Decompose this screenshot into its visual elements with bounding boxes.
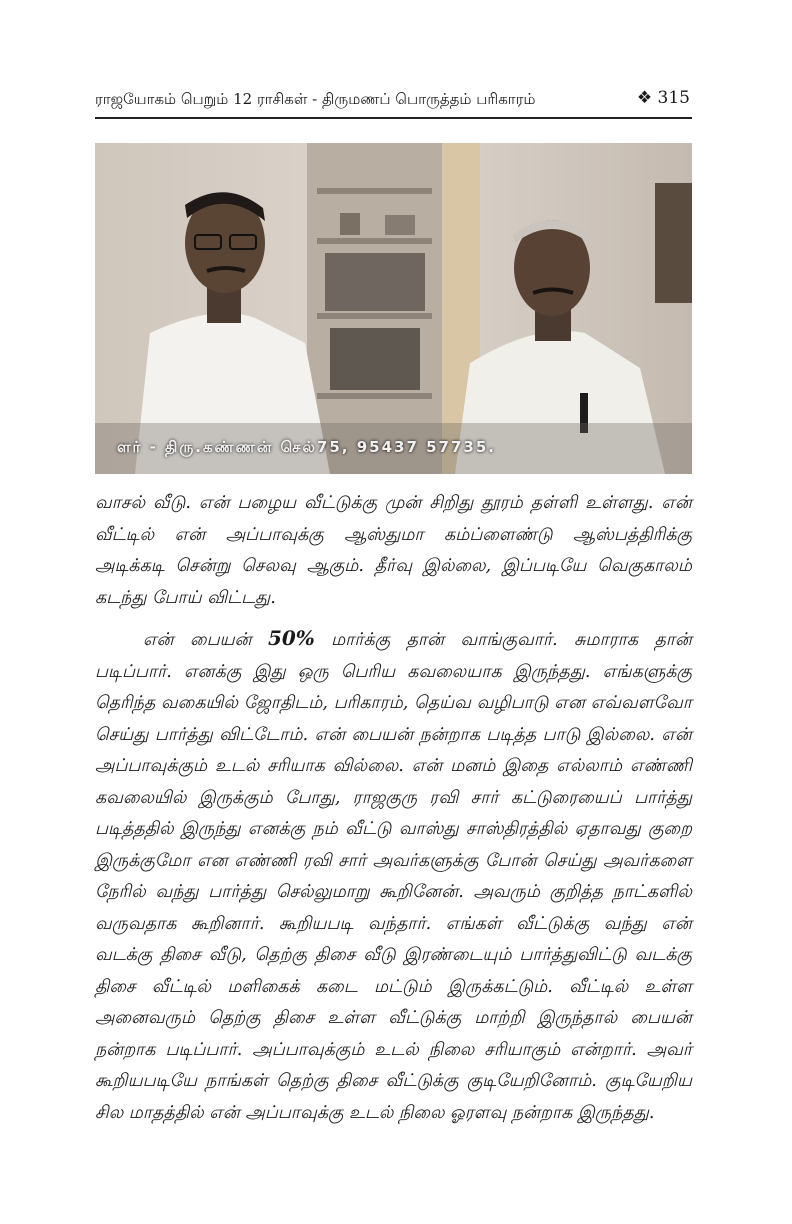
wall-frame: [655, 183, 692, 303]
header-rule: [95, 117, 692, 119]
photo-illustration: [95, 143, 692, 474]
interview-photo: [95, 143, 692, 474]
header-title: ராஜயோகம் பெறும் 12 ராசிகள் - திருமணப் பொருத்தம் பரிகாரம்: [95, 90, 536, 108]
percentage-emphasis: 50%: [267, 626, 315, 650]
photo-caption: ளர் - திரு.கண்ணன் செல்75, 95437 57735.: [117, 438, 496, 456]
page-number: ❖ 315: [636, 88, 690, 108]
cloth-pile: [325, 253, 425, 311]
article-body: [95, 488, 692, 1138]
running-header: [95, 78, 692, 118]
paragraph-lead: என் பையன்: [143, 630, 268, 650]
paragraph-text: மார்க்கு தான் வாங்குவார். சுமாராக தான் படிப்பார். எனக்கு இது ஒரு பெரிய கவலையாக இருந்தது. எங்களுக்கு தெரிந்த வகையில் ஜோதிடம், பரிகாரம், தெய்வ வழிபாடு என எவ்வளவோ செய்து பார்த்து விட்டோம். என் பையன் நன்றாக படித்த பாடு இல்லை. என் அப்பாவுக்கும் உடல் சரியாக வில்லை. என் மனம் இதை எல்லாம் எண்ணி கவலையில் இருக்கும் போது, ராஜகுரு ரவி சார் கட்டுரையைப் பார்த்து படித்ததில் இருந்து எனக்கு நம் வீட்டு வாஸ்து சாஸ்திரத்தில் ஏதாவது குறை இருக்குமோ என எண்ணி ரவி சார் அவர்களுக்கு போன் செய்து அவர்களை நேரில் வந்து பார்த்து செல்லுமாறு கூறினேன். அவரும் குறித்த நாட்களில் வருவதாக கூறினார். கூறியபடி வந்தார். எங்கள் வீட்டுக்கு வந்து என் வடக்கு திசை வீடு, தெற்கு திசை வீடு இரண்டையும் பார்த்துவிட்டு வடக்கு திசை வீட்டில் மளிகைக் கடை மட்டும் இருக்கட்டும். வீட்டில் உள்ள அனைவரும் தெற்கு திசை உள்ள வீட்டுக்கு மாற்றி இருந்தால் பையன் நன்றாக படிப்பார். அப்பாவுக்கும் உடல் நிலை சரியாகும் என்றார். அவர் கூறியபடியே நாங்கள் தெற்கு திசை வீட்டுக்கு குடியேறினோம். குடியேறிய சில மாதத்தில் என் அப்பாவுக்கு உடல் நிலை ஓரளவு நன்றாக இருந்தது.: [95, 630, 693, 1123]
paragraph: வாசல் வீடு. என் பழைய வீட்டுக்கு முன் சிறிது தூரம் தள்ளி உள்ளது. என் வீட்டில் என் அப்பாவுக்கு ஆஸ்துமா கம்ப்ளைண்டு ஆஸ்பத்திரிக்கு அடிக்கடி சென்று செலவு ஆகும். தீர்வு இல்லை, இப்படியே வெகுகாலம் கடந்து போய் விட்டது.: [95, 493, 692, 608]
paragraph: [95, 623, 692, 1129]
